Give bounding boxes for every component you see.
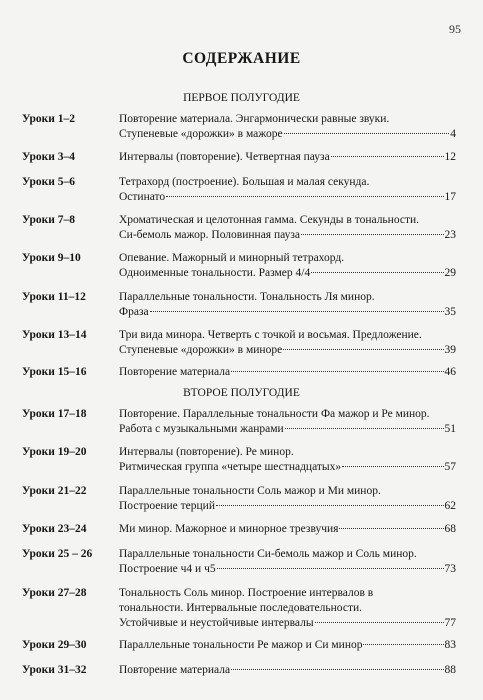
page-reference: 83 [444, 639, 456, 651]
page-reference: 46 [444, 366, 456, 378]
lesson-label: Уроки 19–20 [22, 446, 87, 458]
lesson-text-line: Интервалы (повторение). Ре минор. [119, 446, 294, 458]
dot-leader [217, 567, 444, 569]
lesson-description [119, 484, 456, 514]
dot-leader [150, 310, 444, 312]
lesson-label: Уроки 11–12 [22, 291, 86, 303]
dot-leader [284, 132, 450, 134]
page-reference: 35 [444, 306, 456, 318]
page-reference: 73 [444, 563, 456, 575]
dot-leader [339, 527, 443, 529]
lesson-description [119, 407, 456, 437]
dot-leader [283, 348, 443, 350]
lesson-description [119, 445, 456, 475]
lesson-description [119, 638, 456, 653]
dot-leader [231, 668, 443, 670]
lesson-label: Уроки 21–22 [22, 485, 87, 497]
lesson-text-line: Остинато 17 [119, 191, 456, 203]
lesson-text-line: Параллельные тональности Ре мажор и Си минор 83 [119, 639, 456, 651]
dot-leader [216, 504, 444, 506]
lesson-label: Уроки 23–24 [22, 523, 87, 535]
dot-leader [331, 155, 444, 157]
lesson-label: Уроки 9–10 [22, 252, 81, 264]
lesson-label: Уроки 25 – 26 [22, 548, 93, 560]
lesson-description [119, 663, 456, 678]
lesson-description [119, 522, 456, 537]
page-reference: 39 [444, 344, 456, 356]
lesson-text-line: Работа с музыкальными жанрами 51 [119, 423, 456, 435]
page-reference: 62 [444, 500, 456, 512]
lesson-description [119, 150, 456, 165]
lesson-description [119, 547, 456, 577]
dot-leader [311, 271, 443, 273]
lesson-text-line: Ступеневые «дорожки» в миноре 39 [119, 344, 456, 356]
page-reference: 88 [444, 664, 456, 676]
lesson-text-line: Устойчивые и неустойчивые интервалы 77 [119, 617, 456, 629]
lesson-text-line: Параллельные тональности Си-бемоль мажор и Соль минор. [119, 548, 417, 560]
page-reference: 57 [444, 461, 456, 473]
lesson-description [119, 328, 456, 358]
lesson-description [119, 175, 456, 205]
lesson-text-line: Повторение материала 88 [119, 664, 456, 676]
lesson-label: Уроки 29–30 [22, 639, 87, 651]
lesson-text-line: Три вида минора. Четверть с точкой и восьмая. Предложение. [119, 329, 422, 341]
section-heading-first: ПЕРВОЕ ПОЛУГОДИЕ [183, 92, 300, 104]
dot-leader [301, 233, 443, 235]
lesson-text-line: Тетрахорд (построение). Большая и малая секунда. [119, 176, 370, 188]
lesson-text-line: Ритмическая группа «четыре шестнадцатых» 57 [119, 461, 456, 473]
lesson-text-line: Хроматическая и целотонная гамма. Секунды в тональности. [119, 214, 420, 226]
dot-leader [363, 643, 443, 645]
page-reference: 12 [444, 151, 456, 163]
lesson-text-line: Одноименные тональности. Размер 4/4 29 [119, 267, 456, 279]
page-reference: 29 [444, 267, 456, 279]
lesson-text-line: Си-бемоль мажор. Половинная пауза 23 [119, 229, 456, 241]
dot-leader [315, 621, 444, 623]
lesson-text-line: Повторение материала 46 [119, 366, 456, 378]
lesson-description [119, 112, 456, 142]
lesson-description [119, 251, 456, 281]
lesson-text-line: Параллельные тональности. Тональность Ля минор. [119, 291, 375, 303]
lesson-text-line: Параллельные тональности Соль мажор и Ми минор. [119, 485, 381, 497]
lesson-text-line: Фраза 35 [119, 306, 456, 318]
lesson-label: Уроки 15–16 [22, 366, 87, 378]
dot-leader [231, 370, 443, 372]
page-reference: 23 [444, 229, 456, 241]
lesson-label: Уроки 3–4 [22, 151, 76, 163]
lesson-text-line: Построение ч4 и ч5 73 [119, 563, 456, 575]
lesson-text-line: Тональность Соль минор. Построение интервалов в [119, 587, 374, 599]
page-reference: 17 [444, 191, 456, 203]
lesson-label: Уроки 13–14 [22, 329, 87, 341]
lesson-text-line: тональности. Интервальные последовательности. [119, 602, 362, 614]
page-reference: 68 [444, 523, 456, 535]
lesson-text-line: Ступеневые «дорожки» в мажоре 4 [119, 128, 456, 140]
lesson-label: Уроки 5–6 [22, 176, 76, 188]
dot-leader [166, 195, 443, 197]
page-number: 95 [449, 22, 461, 36]
lesson-label: Уроки 7–8 [22, 214, 76, 226]
page-reference: 51 [444, 423, 456, 435]
page-reference: 77 [444, 617, 456, 629]
lesson-description [119, 290, 456, 320]
lesson-text-line: Опевание. Мажорный и минорный тетрахорд. [119, 252, 345, 264]
dot-leader [342, 465, 443, 467]
lesson-description [119, 213, 456, 243]
page-reference: 4 [450, 128, 456, 140]
lesson-text-line: Повторение. Параллельные тональности Фа мажор и Ре минор. [119, 408, 430, 420]
lesson-description [119, 586, 456, 631]
lesson-label: Уроки 17–18 [22, 408, 87, 420]
lesson-label: Уроки 31–32 [22, 664, 87, 676]
lesson-text-line: Построение терций 62 [119, 500, 456, 512]
page-title: СОДЕРЖАНИЕ [182, 50, 301, 67]
section-heading-second: ВТОРОЕ ПОЛУГОДИЕ [183, 387, 300, 399]
lesson-text-line: Интервалы (повторение). Четвертная пауза 12 [119, 151, 456, 163]
lesson-label: Уроки 1–2 [22, 113, 76, 125]
dot-leader [285, 427, 444, 429]
lesson-text-line: Повторение материала. Энгармонически равные звуки. [119, 113, 390, 125]
lesson-label: Уроки 27–28 [22, 587, 87, 599]
lesson-description [119, 365, 456, 380]
lesson-text-line: Ми минор. Мажорное и минорное трезвучия 68 [119, 523, 456, 535]
